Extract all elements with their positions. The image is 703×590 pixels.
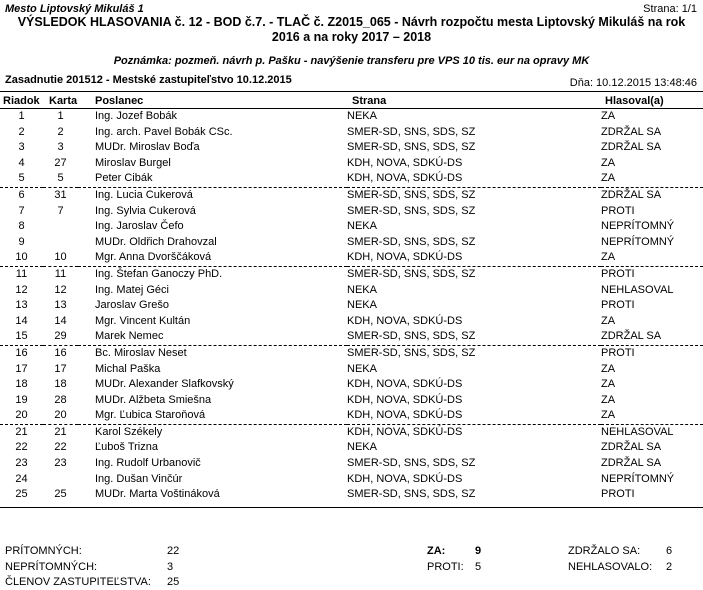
- card-number: [43, 219, 78, 235]
- table-end-rule: [0, 507, 703, 508]
- party: KDH, NOVA, SDKÚ-DS: [347, 378, 463, 391]
- table-row: [0, 487, 703, 503]
- party: KDH, NOVA, SDKÚ-DS: [347, 314, 463, 327]
- col-hlasoval: Hlasoval(a): [605, 95, 664, 107]
- member-name: Ing. Rudolf Urbanovič: [95, 457, 201, 470]
- vote-result: ZA: [601, 156, 616, 169]
- card-number: 3: [57, 141, 64, 154]
- vote-result: ZDRŽAL SA: [601, 330, 662, 343]
- card-number: 12: [54, 283, 67, 296]
- row-number: 15: [15, 330, 28, 343]
- member-name: MUDr. Oldřich Drahovzal: [95, 235, 217, 248]
- party: SMER-SD, SNS, SDS, SZ: [347, 330, 476, 343]
- row-number: 8: [18, 220, 25, 233]
- card-number: 10: [54, 251, 67, 264]
- member-name: Ing. arch. Pavel Bobák CSc.: [95, 125, 233, 138]
- vote-result: PROTI: [601, 204, 635, 217]
- row-number: 20: [15, 409, 28, 422]
- party: KDH, NOVA, SDKÚ-DS: [347, 251, 463, 264]
- vote-result: ZA: [601, 409, 616, 422]
- row-number: 6: [0, 187, 43, 203]
- page-number: Strana: 1/1: [643, 3, 697, 15]
- row-number: 4: [18, 156, 25, 169]
- row-number: 16: [0, 345, 43, 361]
- proti-label: PROTI:: [427, 561, 464, 573]
- table-row: [0, 171, 703, 187]
- zdrzalo-label: ZDRŽALO SA:: [568, 545, 641, 557]
- table-row: [0, 187, 703, 203]
- table-row: [0, 408, 703, 424]
- row-number: 5: [18, 172, 25, 185]
- card-number: 29: [54, 330, 67, 343]
- party: SMER-SD, SNS, SDS, SZ: [347, 266, 601, 282]
- vote-result: PROTI: [601, 299, 635, 312]
- table-row: [0, 156, 703, 172]
- member-name: Ing. Lucia Cukerová: [78, 187, 347, 203]
- row-number: 2: [18, 125, 25, 138]
- member-name: Ing. Sylvia Cukerová: [95, 204, 196, 217]
- party: KDH, NOVA, SDKÚ-DS: [347, 156, 463, 169]
- party: SMER-SD, SNS, SDS, SZ: [347, 141, 476, 154]
- clenov-value: 25: [167, 576, 180, 588]
- party: NEKA: [347, 283, 377, 296]
- table-row: [0, 314, 703, 330]
- card-number: 5: [57, 172, 64, 185]
- vote-result: PROTI: [601, 266, 703, 282]
- zdrzalo-value: 6: [666, 545, 673, 557]
- table-row: [0, 424, 703, 440]
- party: NEKA: [347, 299, 377, 312]
- pritomnych-value: 22: [167, 545, 180, 557]
- card-number: 7: [57, 204, 64, 217]
- table-row: [0, 250, 703, 266]
- card-number: [43, 472, 78, 488]
- table-row: [0, 298, 703, 314]
- member-name: Michal Paška: [95, 362, 161, 375]
- row-number: 7: [18, 204, 25, 217]
- party: NEKA: [347, 441, 377, 454]
- vote-result: NEHLASOVAL: [601, 424, 703, 440]
- card-number: 25: [54, 488, 67, 501]
- table-row: [0, 109, 703, 125]
- vote-result: NEPRÍTOMNÝ: [601, 220, 675, 233]
- member-name: Bc. Miroslav Neset: [78, 345, 347, 361]
- row-number: 25: [15, 488, 28, 501]
- table-row: [0, 219, 703, 235]
- table-row: [0, 440, 703, 456]
- table-row: [0, 140, 703, 156]
- member-name: Mgr. Anna Dvorščáková: [95, 251, 212, 264]
- vote-note: Poznámka: pozmeň. návrh p. Pašku - navýšenie transferu pre VPS 10 tis. eur na opravy MK: [113, 55, 590, 67]
- card-number: 11: [43, 266, 78, 282]
- card-number: 14: [54, 314, 67, 327]
- table-row: [0, 456, 703, 472]
- member-name: Ing. Dušan Vinčúr: [95, 472, 183, 485]
- vote-result: ZA: [601, 172, 616, 185]
- session-info: Zasadnutie 201512 - Mestské zastupiteľstvo 10.12.2015: [5, 74, 292, 86]
- member-name: Ing. Jozef Bobák: [95, 110, 177, 122]
- col-poslanec: Poslanec: [95, 95, 144, 107]
- row-number: 24: [15, 472, 28, 485]
- za-value: 9: [475, 545, 482, 557]
- member-name: Miroslav Burgel: [95, 156, 171, 169]
- party: KDH, NOVA, SDKÚ-DS: [347, 409, 463, 422]
- party: KDH, NOVA, SDKÚ-DS: [347, 472, 463, 485]
- row-number: 10: [15, 251, 28, 264]
- vote-result: ZDRŽAL SA: [601, 441, 662, 454]
- table-row: [0, 204, 703, 220]
- col-karta: Karta: [49, 95, 78, 107]
- card-number: 21: [43, 424, 78, 440]
- card-number: 22: [54, 441, 67, 454]
- row-number: 12: [15, 283, 28, 296]
- vote-result: ZDRŽAL SA: [601, 141, 662, 154]
- header-rule: [0, 91, 703, 92]
- member-name: Karol Székely: [78, 424, 347, 440]
- member-name: Ing. Matej Géci: [95, 283, 169, 296]
- party: SMER-SD, SNS, SDS, SZ: [347, 187, 601, 203]
- row-number: 14: [15, 314, 28, 327]
- card-number: [43, 235, 78, 251]
- member-name: Ing. Jaroslav Čefo: [95, 220, 184, 233]
- member-name: Ing. Štefan Ganoczy PhD.: [78, 266, 347, 282]
- vote-result: NEHLASOVAL: [601, 283, 674, 296]
- row-number: 9: [18, 235, 25, 248]
- clenov-label: ČLENOV ZASTUPITEĽSTVA:: [5, 576, 151, 588]
- member-name: Marek Nemec: [95, 330, 164, 343]
- row-number: 23: [15, 457, 28, 470]
- card-number: 16: [43, 345, 78, 361]
- nepritomnych-label: NEPRÍTOMNÝCH:: [5, 561, 98, 573]
- party: SMER-SD, SNS, SDS, SZ: [347, 457, 476, 470]
- vote-result: ZDRŽAL SA: [601, 457, 662, 470]
- col-riadok: Riadok: [3, 95, 40, 107]
- col-strana: Strana: [352, 95, 387, 107]
- table-row: [0, 377, 703, 393]
- member-name: MUDr. Marta Voštináková: [95, 488, 220, 501]
- member-name: MUDr. Miroslav Boďa: [95, 141, 200, 154]
- member-name: Ľuboš Trizna: [95, 441, 158, 454]
- row-number: 3: [18, 141, 25, 154]
- nehlasovalo-value: 2: [666, 561, 673, 573]
- party: NEKA: [347, 362, 377, 375]
- table-row: [0, 235, 703, 251]
- party: SMER-SD, SNS, SDS, SZ: [347, 235, 476, 248]
- party: KDH, NOVA, SDKÚ-DS: [347, 424, 601, 440]
- vote-result: ZA: [601, 251, 616, 264]
- row-number: 19: [15, 393, 28, 406]
- table-row: [0, 329, 703, 345]
- vote-result: ZA: [601, 314, 616, 327]
- member-name: Jaroslav Grešo: [95, 299, 169, 312]
- party: SMER-SD, SNS, SDS, SZ: [347, 345, 601, 361]
- card-number: 13: [54, 299, 67, 312]
- party: KDH, NOVA, SDKÚ-DS: [347, 172, 463, 185]
- org-name: Mesto Liptovský Mikuláš 1: [5, 3, 144, 15]
- member-name: MUDr. Alexander Slafkovský: [95, 378, 234, 391]
- row-number: 18: [15, 378, 28, 391]
- card-number: 2: [57, 125, 64, 138]
- card-number: 17: [54, 362, 67, 375]
- member-name: Mgr. Vincent Kultán: [95, 314, 191, 327]
- nepritomnych-value: 3: [167, 561, 174, 573]
- table-row: [0, 345, 703, 361]
- card-number: 27: [54, 156, 67, 169]
- party: SMER-SD, SNS, SDS, SZ: [347, 204, 476, 217]
- party: SMER-SD, SNS, SDS, SZ: [347, 488, 476, 501]
- vote-date: Dňa: 10.12.2015 13:48:46: [569, 77, 697, 89]
- party: NEKA: [347, 220, 377, 233]
- member-name: Peter Cibák: [95, 172, 153, 185]
- row-number: 17: [15, 362, 28, 375]
- vote-result: ZA: [601, 393, 616, 406]
- card-number: 1: [57, 110, 64, 122]
- row-number: 1: [18, 110, 25, 122]
- proti-value: 5: [475, 561, 482, 573]
- card-number: 28: [54, 393, 67, 406]
- vote-title-line1: VÝSLEDOK HLASOVANIA č. 12 - BOD č.7. - TLAČ č. Z2015_065 - Návrh rozpočtu mesta Liptovský Mikuláš na rok: [17, 15, 686, 29]
- card-number: 31: [43, 187, 78, 203]
- card-number: 18: [54, 378, 67, 391]
- vote-result: NEPRÍTOMNÝ: [601, 235, 675, 248]
- member-name: MUDr. Alžbeta Smiešna: [95, 393, 212, 406]
- vote-result: ZDRŽAL SA: [601, 187, 703, 203]
- pritomnych-label: PRÍTOMNÝCH:: [5, 545, 82, 557]
- za-label: ZA:: [427, 545, 446, 557]
- table-row: [0, 393, 703, 409]
- vote-result: ZA: [601, 378, 616, 391]
- vote-result: NEPRÍTOMNÝ: [601, 472, 675, 485]
- member-name: Mgr. Ľubica Staroňová: [95, 409, 206, 422]
- vote-result: ZDRŽAL SA: [601, 125, 662, 138]
- vote-title-line2: 2016 a na roky 2017 – 2018: [271, 30, 432, 44]
- table-row: [0, 283, 703, 299]
- row-number: 22: [15, 441, 28, 454]
- table-row: [0, 266, 703, 282]
- table-row: [0, 472, 703, 488]
- party: SMER-SD, SNS, SDS, SZ: [347, 125, 476, 138]
- vote-result: PROTI: [601, 345, 703, 361]
- card-number: 20: [54, 409, 67, 422]
- party: NEKA: [347, 110, 377, 122]
- table-row: [0, 362, 703, 378]
- vote-result: ZA: [601, 110, 616, 122]
- row-number: 13: [15, 299, 28, 312]
- vote-result: ZA: [601, 362, 616, 375]
- card-number: 23: [54, 457, 67, 470]
- party: KDH, NOVA, SDKÚ-DS: [347, 393, 463, 406]
- row-number: 11: [0, 266, 43, 282]
- nehlasovalo-label: NEHLASOVALO:: [568, 561, 653, 573]
- vote-table: [0, 109, 703, 503]
- table-row: [0, 125, 703, 141]
- vote-result: PROTI: [601, 488, 635, 501]
- row-number: 21: [0, 424, 43, 440]
